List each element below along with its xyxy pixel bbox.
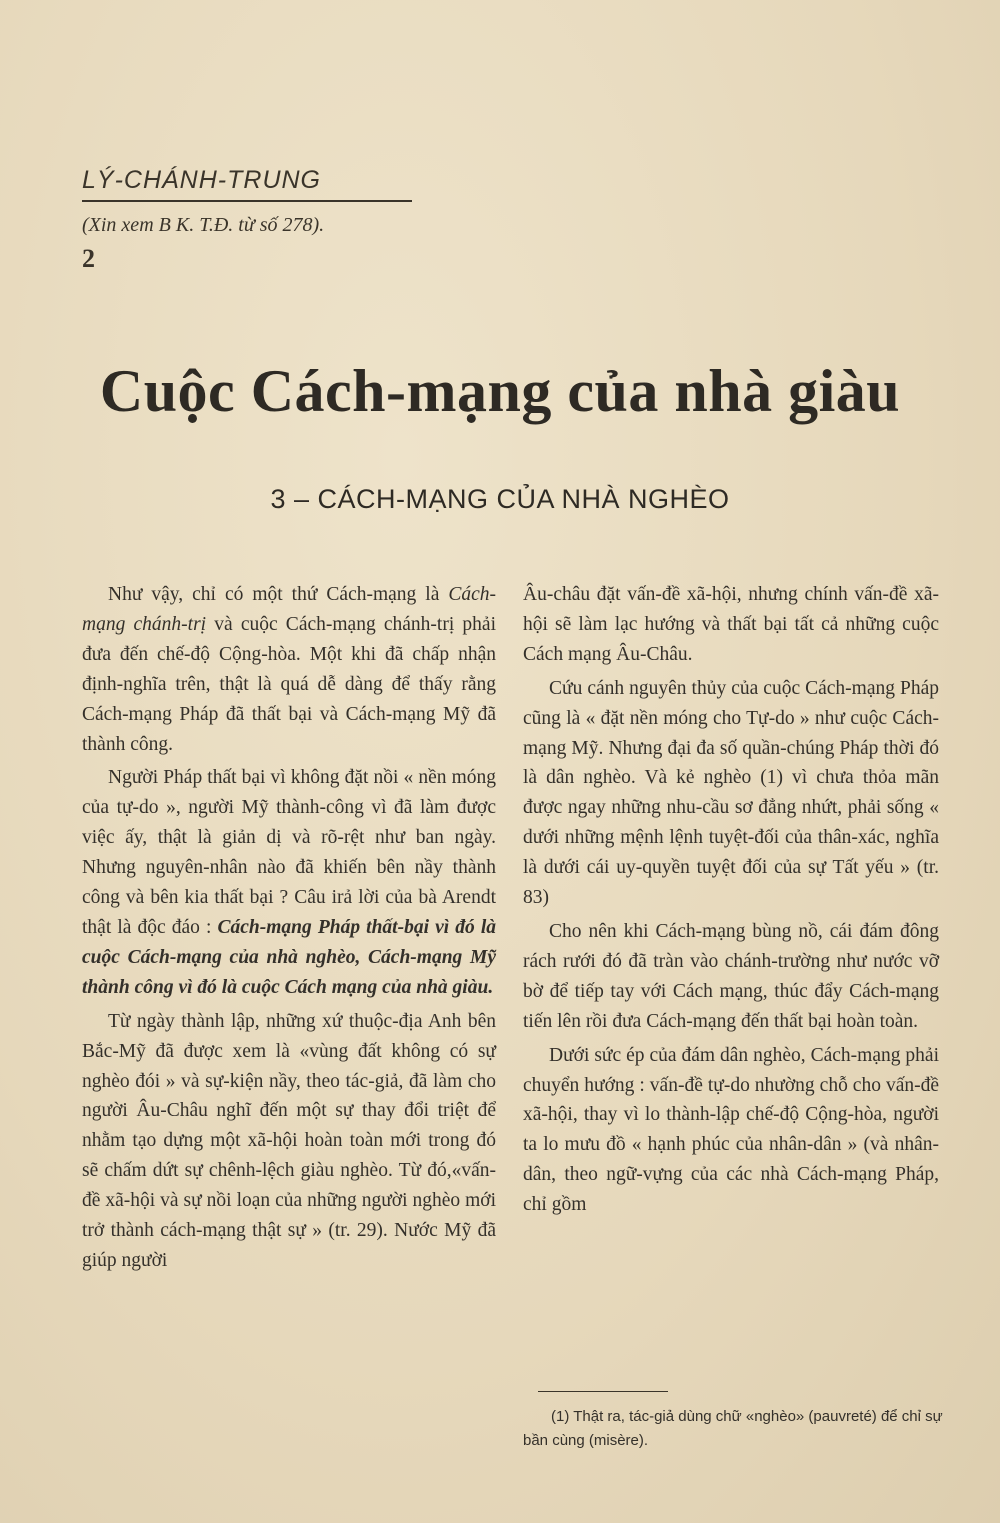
paragraph: Như vậy, chỉ có một thứ Cách-mạng là Cách-mạng chánh-trị và cuộc Cách-mạng chánh-trị phải đưa đến chế-độ Cộng-hòa. Một khi đã chấp nhận định-nghĩa trên, thật là quá dễ dàng để thấy rằng Cách-mạng Pháp đã thất bại và Cách-mạng Mỹ đã thành công. [82,584,496,755]
paragraph: Người Pháp thất bại vì không đặt nồi « nền móng của tự-do », người Mỹ thành-công vì đã làm được việc ấy, thật là giản dị và rõ-rệt như ban ngày. Nhưng nguyên-nhân nào đã khiến bên nầy thành công và bên kia thất bại ? Câu irả lời của bà Arendt thật là độc đáo : Cách-mạng Pháp thất-bại vì đó là cuộc Cách-mạng của nhà nghèo, Cách-mạng Mỹ thành công vì đó là cuộc Cách mạng của nhà giàu. [82,767,496,998]
paragraph: Cho nên khi Cách-mạng bùng nồ, cái đám đông rách rưới đó đã tràn vào chánh-trường như nước vỡ bờ để tiếp tay với Cách mạng, thúc đẩy Cách-mạng tiến lên rồi đưa Cách-mạng đến thất bại hoàn toàn. [523,920,939,1032]
paragraph: Từ ngày thành lập, những xứ thuộc-địa Anh bên Bắc-Mỹ đã được xem là «vùng đất không có sự nghèo đói » và sự-kiện nầy, theo tác-giả, đã làm cho người Âu-Châu nghĩ đến một sự thay đổi triệt để nhằm tạo dựng một xã-hội hoàn toàn mới trong đó sẽ chấm dứt sự chênh-lệch giàu nghèo. Từ đó,«vấn-đề xã-hội và sự nồi loạn của những người nghèo mới trở thành cách-mạng thật sự » (tr. 29). Nước Mỹ đã giúp người [82,1010,496,1271]
paragraph: Cứu cánh nguyên thủy của cuộc Cách-mạng Pháp cũng là « đặt nền móng cho Tự-do » như cuộc Cách-mạng Mỹ. Nhưng đại đa số quần-chúng Pháp thời đó là dân nghèo. Và kẻ nghèo (1) vì chưa thỏa mãn được ngay những nhu-cầu sơ đẳng nhứt, phải sống « dưới những mệnh lệnh tuyệt-đối của thân-xác, nghĩa là dưới cái uy-quyền tuyệt đối của sự Tất yếu » (tr. 83) [523,677,939,909]
author-underline [82,200,412,202]
part-number: 2 [82,244,95,273]
footnote: (1) Thật ra, tác-giả dùng chữ «nghèo» (pauvreté) để chỉ sự bần cùng (misère). [523,1408,943,1449]
article-title: Cuộc Cách-mạng của nhà giàu [99,358,901,424]
paragraph: Dưới sức ép của đám dân nghèo, Cách-mạng phải chuyển hướng : vấn-đề tự-do nhường chỗ cho vấn-đề xã-hội, thay vì lo thành-lập chế-độ Cộng-hòa, người ta lo mưu đồ « hạnh phúc của nhân-dân » (và nhân-dân, theo ngữ-vựng của các nhà Cách-mạng Pháp, chỉ gồm [523,1044,939,1216]
series-reference: (Xin xem B K. T.Đ. từ số 278). [82,214,325,236]
footnote-divider [538,1391,668,1392]
author-name: LÝ-CHÁNH-TRUNG [82,166,321,194]
paragraph: Âu-châu đặt vấn-đề xã-hội, nhưng chính vấn-đề xã-hội sẽ làm lạc hướng và thất bại tất cả những cuộc Cách mạng Âu-Châu. [523,584,939,665]
left-column [82,580,496,1276]
right-column [523,580,939,1220]
section-title: 3 – CÁCH-MẠNG CỦA NHÀ NGHÈO [270,484,730,514]
